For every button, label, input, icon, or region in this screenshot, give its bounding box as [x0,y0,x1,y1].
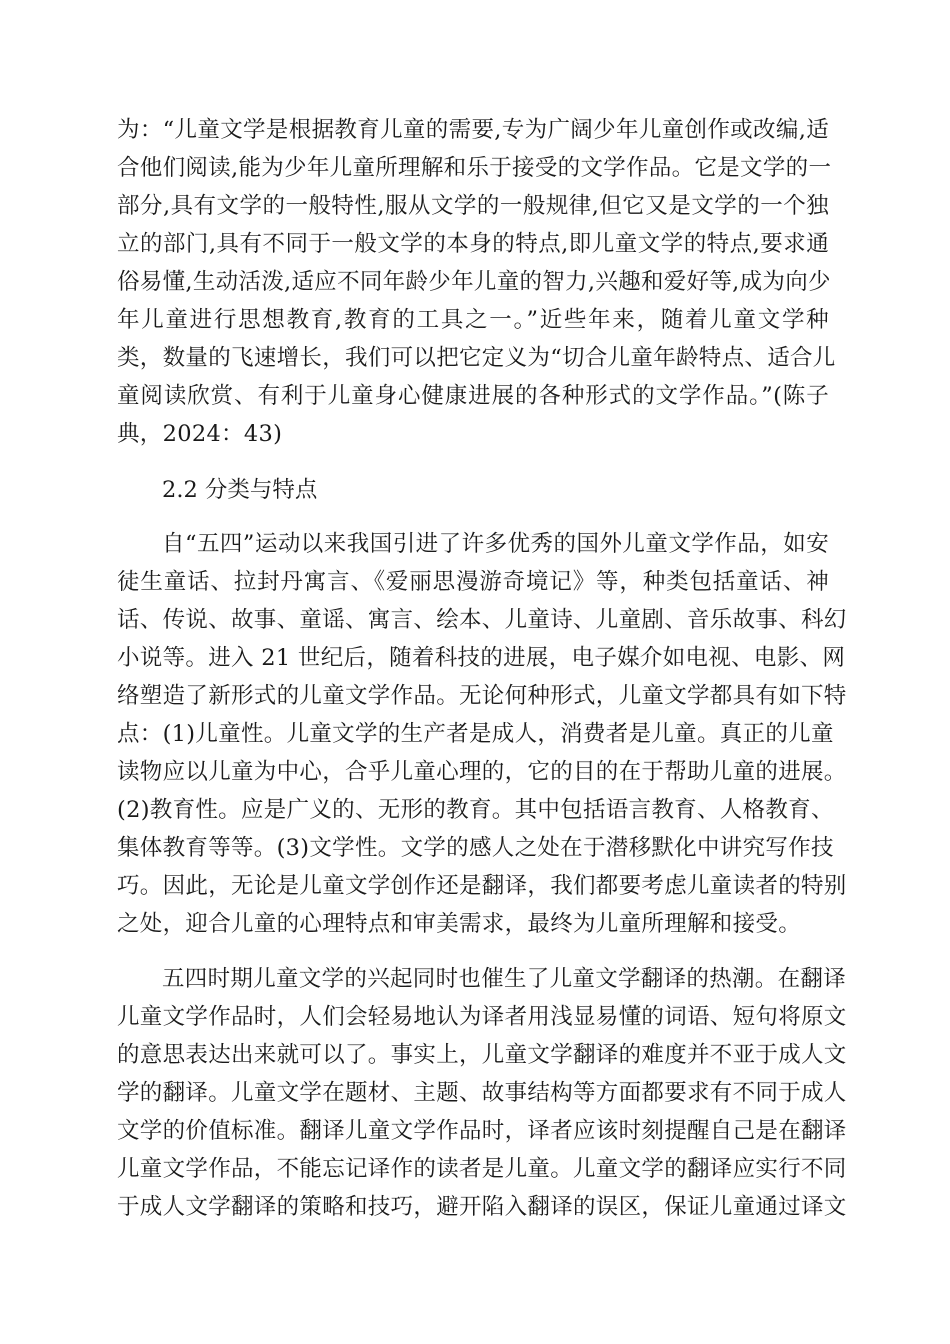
text-line: 络塑造了新形式的儿童文学作品。无论何种形式，儿童文学都具有如下特 [117,683,847,709]
text-line: 读物应以儿童为中心，合乎儿童心理的，它的目的在于帮助儿童的进展。 [117,759,847,785]
text-line: 立的部门,具有不同于一般文学的本身的特点,即儿童文学的特点,要求通 [117,231,829,257]
text-line: 巧。因此，无论是儿童文学创作还是翻译，我们都要考虑儿童读者的特别 [117,873,847,899]
text-line: 话、传说、故事、童谣、寓言、绘本、儿童诗、儿童剧、音乐故事、科幻 [117,607,847,633]
text-line: 点：(1)儿童性。儿童文学的生产者是成人，消费者是儿童。真正的儿童 [117,721,834,747]
section-heading: 2.2 分类与特点 [162,477,318,503]
text-line: 五四时期儿童文学的兴起同时也催生了儿童文学翻译的热潮。在翻译 [162,966,847,992]
text-line: (2)教育性。应是广义的、无形的教育。其中包括语言教育、人格教育、 [117,797,834,823]
text-line: 俗易懂,生动活泼,适应不同年龄少年儿童的智力,兴趣和爱好等,成为向少 [117,269,831,295]
text-line: 自“五四”运动以来我国引进了许多优秀的国外儿童文学作品，如安 [162,531,829,557]
text-line: 类，数量的飞速增长，我们可以把它定义为“切合儿童年龄特点、适合儿 [117,345,836,371]
text-line: 童阅读欣赏、有利于儿童身心健康进展的各种形式的文学作品。”(陈子 [117,383,829,409]
text-line: 学的翻译。儿童文学在题材、主题、故事结构等方面都要求有不同于成人 [117,1080,847,1106]
text-line: 小说等。进入 21 世纪后，随着科技的进展，电子媒介如电视、电影、网 [117,645,846,671]
text-line: 集体教育等等。(3)文学性。文学的感人之处在于潜移默化中讲究写作技 [117,835,834,861]
text-line: 部分,具有文学的一般特性,服从文学的一般规律,但它又是文学的一个独 [117,193,829,219]
text-line: 为：“儿童文学是根据教育儿童的需要,专为广阔少年儿童创作或改编,适 [117,117,829,143]
text-line: 徒生童话、拉封丹寓言、《爱丽思漫游奇境记》等，种类包括童话、神 [117,569,829,595]
text-line: 儿童文学作品时，人们会轻易地认为译者用浅显易懂的词语、短句将原文 [117,1004,847,1030]
text-line: 合他们阅读,能为少年儿童所理解和乐于接受的文学作品。它是文学的一 [117,155,832,181]
text-line: 儿童文学作品，不能忘记译作的读者是儿童。儿童文学的翻译应实行不同 [117,1156,847,1182]
text-line: 典，2024：43) [117,421,283,447]
text-line: 年儿童进行思想教育,教育的工具之一。”近些年来，随着儿童文学种 [117,307,829,333]
text-line: 文学的价值标准。翻译儿童文学作品时，译者应该时刻提醒自己是在翻译 [117,1118,847,1144]
text-line: 于成人文学翻译的策略和技巧，避开陷入翻译的误区，保证儿童通过译文 [117,1194,847,1220]
text-line: 的意思表达出来就可以了。事实上，儿童文学翻译的难度并不亚于成人文 [117,1042,847,1068]
text-line: 之处，迎合儿童的心理特点和审美需求，最终为儿童所理解和接受。 [117,911,802,937]
